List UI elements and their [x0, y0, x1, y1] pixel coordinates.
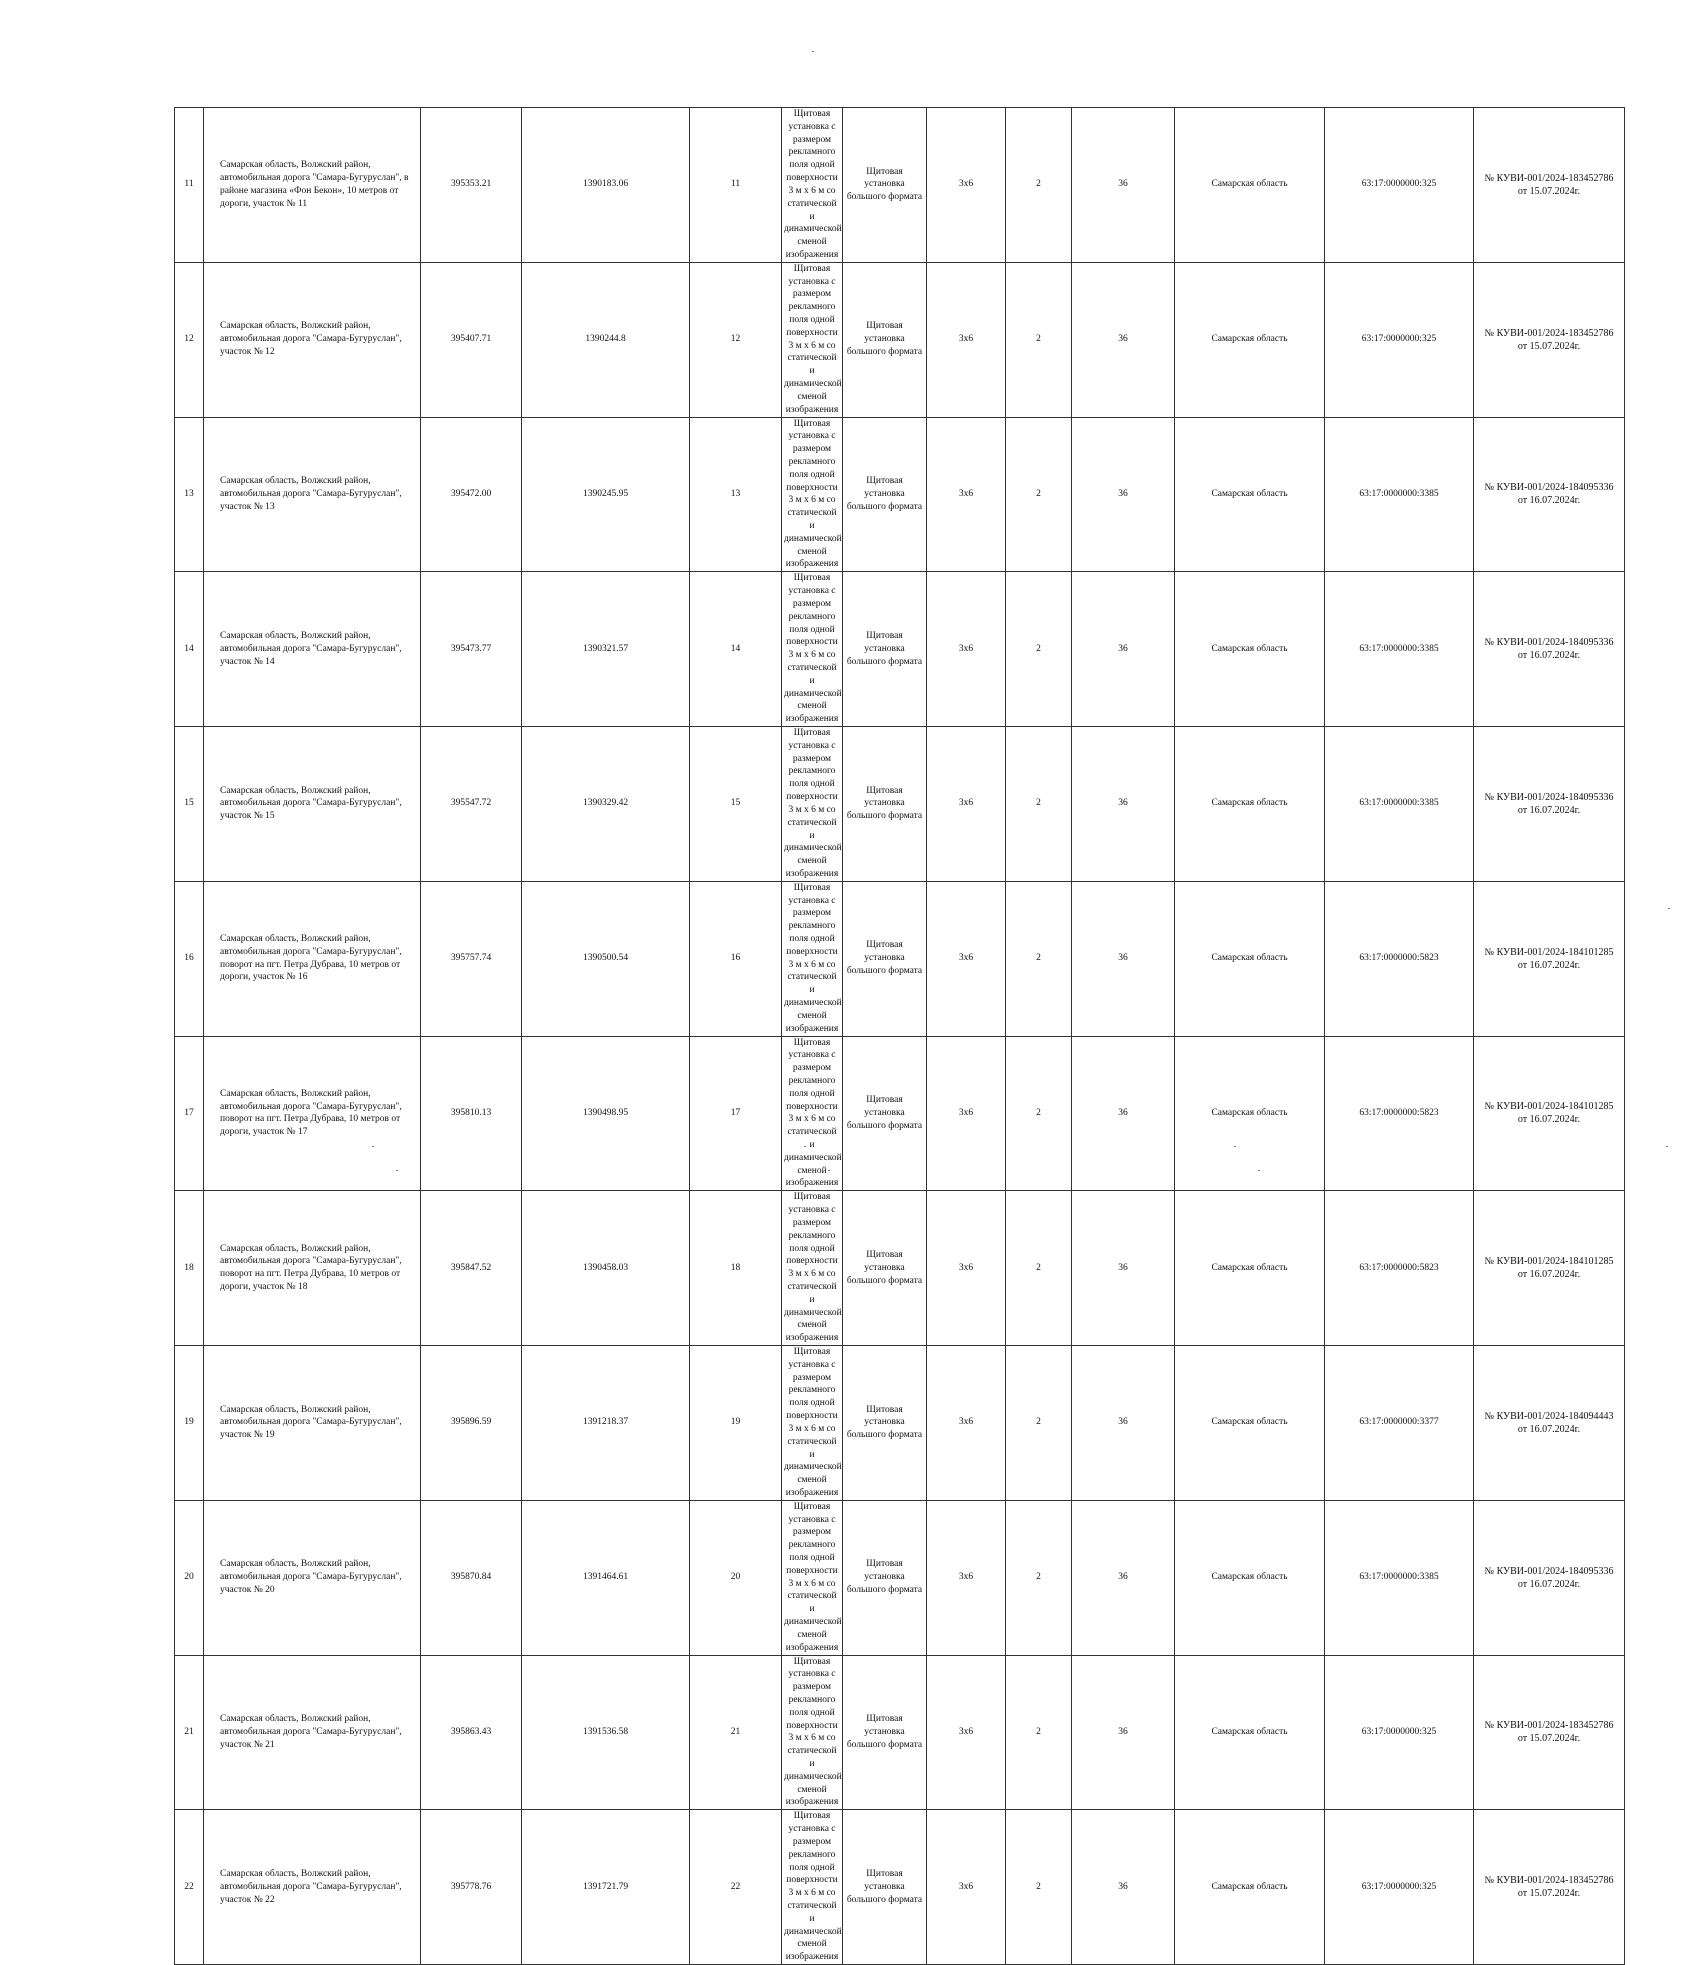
- permit-date: от 15.07.2024г.: [1517, 1733, 1581, 1745]
- area-cell: 36: [1072, 1346, 1175, 1501]
- structure-type-cell: Щитовая установка большого формата: [843, 1191, 927, 1346]
- table-row: [175, 1346, 1625, 1501]
- y-coordinate-cell: 1391536.58: [522, 1655, 690, 1810]
- address-cell: Самарская область, Волжский район, автомобильная дорога "Самара-Бугуруслан", участок № 21: [204, 1655, 421, 1810]
- permit-number: № КУВИ-001/2024-183452786: [1484, 327, 1614, 339]
- permit-cell: [1474, 1500, 1625, 1655]
- advertising-structures-table: [174, 107, 1625, 1965]
- structure-number-cell: 21: [690, 1655, 782, 1810]
- size-cell: 3х6: [927, 1810, 1006, 1965]
- owner-cell: Самарская область: [1175, 1036, 1325, 1191]
- cadastral-number-cell: 63:17:0000000:3385: [1325, 1500, 1474, 1655]
- permit-number: № КУВИ-001/2024-183452786: [1484, 172, 1614, 184]
- y-coordinate-cell: 1390244.8: [522, 262, 690, 417]
- row-number-cell: 16: [175, 881, 204, 1036]
- sides-cell: 2: [1006, 1191, 1072, 1346]
- permit-date: от 16.07.2024г.: [1517, 495, 1581, 507]
- cadastral-number-cell: 63:17:0000000:325: [1325, 108, 1474, 263]
- row-number-cell: 15: [175, 727, 204, 882]
- x-coordinate-cell: 395472.00: [421, 417, 522, 572]
- structure-number-cell: 15: [690, 727, 782, 882]
- structure-number-cell: 11: [690, 108, 782, 263]
- structure-type-cell: Щитовая установка большого формата: [843, 727, 927, 882]
- sides-cell: 2: [1006, 881, 1072, 1036]
- table-body: [175, 108, 1625, 1965]
- x-coordinate-cell: 395847.52: [421, 1191, 522, 1346]
- structure-number-cell: 14: [690, 572, 782, 727]
- sides-cell: 2: [1006, 1036, 1072, 1191]
- y-coordinate-cell: 1391218.37: [522, 1346, 690, 1501]
- address-cell: Самарская область, Волжский район, автомобильная дорога "Самара-Бугуруслан", поворот на пгт. Петра Дубрава, 10 метров от дороги, участок № 18: [204, 1191, 421, 1346]
- permit-number: № КУВИ-001/2024-183452786: [1484, 1720, 1614, 1732]
- structure-type-cell: Щитовая установка большого формата: [843, 572, 927, 727]
- structure-number-cell: 19: [690, 1346, 782, 1501]
- row-number-cell: 21: [175, 1655, 204, 1810]
- address-cell: Самарская область, Волжский район, автомобильная дорога "Самара-Бугуруслан", поворот на пгт. Петра Дубрава, 10 метров от дороги, участок № 17: [204, 1036, 421, 1191]
- table-row: [175, 1500, 1625, 1655]
- table-row: [175, 1655, 1625, 1810]
- cadastral-number-cell: 63:17:0000000:325: [1325, 1655, 1474, 1810]
- cadastral-number-cell: 63:17:0000000:5823: [1325, 1036, 1474, 1191]
- address-cell: Самарская область, Волжский район, автомобильная дорога "Самара-Бугуруслан", участок № 22: [204, 1810, 421, 1965]
- cadastral-number-cell: 63:17:0000000:3385: [1325, 727, 1474, 882]
- address-cell: Самарская область, Волжский район, автомобильная дорога "Самара-Бугуруслан", участок № 14: [204, 572, 421, 727]
- structure-type-cell: Щитовая установка большого формата: [843, 1500, 927, 1655]
- table-row: [175, 108, 1625, 263]
- permit-cell: [1474, 1191, 1625, 1346]
- scan-speck: [1666, 1146, 1668, 1147]
- permit-number: № КУВИ-001/2024-184101285: [1484, 1101, 1614, 1113]
- permit-date: от 16.07.2024г.: [1517, 1269, 1581, 1281]
- permit-number: № КУВИ-001/2024-184094443: [1484, 1410, 1614, 1422]
- area-cell: 36: [1072, 881, 1175, 1036]
- area-cell: 36: [1072, 417, 1175, 572]
- owner-cell: Самарская область: [1175, 727, 1325, 882]
- x-coordinate-cell: 395896.59: [421, 1346, 522, 1501]
- permit-number: № КУВИ-001/2024-184101285: [1484, 946, 1614, 958]
- structure-number-cell: 13: [690, 417, 782, 572]
- structure-type-cell: Щитовая установка большого формата: [843, 1655, 927, 1810]
- description-cell: Щитовая установка с размером рекламного поля одной поверхности 3 м х 6 м со статической и динамической сменой изображения: [782, 417, 843, 572]
- permit-cell: [1474, 1036, 1625, 1191]
- cadastral-number-cell: 63:17:0000000:3385: [1325, 572, 1474, 727]
- x-coordinate-cell: 395870.84: [421, 1500, 522, 1655]
- owner-cell: Самарская область: [1175, 572, 1325, 727]
- permit-cell: [1474, 727, 1625, 882]
- permit-cell: [1474, 108, 1625, 263]
- row-number-cell: 20: [175, 1500, 204, 1655]
- sides-cell: 2: [1006, 262, 1072, 417]
- permit-date: от 16.07.2024г.: [1517, 959, 1581, 971]
- structure-number-cell: 12: [690, 262, 782, 417]
- table-row: [175, 572, 1625, 727]
- description-cell: Щитовая установка с размером рекламного поля одной поверхности 3 м х 6 м со статической и динамической сменой изображения: [782, 1655, 843, 1810]
- owner-cell: Самарская область: [1175, 1346, 1325, 1501]
- size-cell: 3х6: [927, 1500, 1006, 1655]
- row-number-cell: 19: [175, 1346, 204, 1501]
- permit-cell: [1474, 262, 1625, 417]
- area-cell: 36: [1072, 1810, 1175, 1965]
- owner-cell: Самарская область: [1175, 262, 1325, 417]
- address-cell: Самарская область, Волжский район, автомобильная дорога "Самара-Бугуруслан", участок № 13: [204, 417, 421, 572]
- table-row: [175, 727, 1625, 882]
- permit-cell: [1474, 881, 1625, 1036]
- size-cell: 3х6: [927, 262, 1006, 417]
- table-row: [175, 1810, 1625, 1965]
- x-coordinate-cell: 395757.74: [421, 881, 522, 1036]
- size-cell: 3х6: [927, 1036, 1006, 1191]
- description-cell: Щитовая установка с размером рекламного поля одной поверхности 3 м х 6 м со статической и динамической сменой изображения: [782, 1500, 843, 1655]
- description-cell: Щитовая установка с размером рекламного поля одной поверхности 3 м х 6 м со статической и динамической сменой изображения: [782, 108, 843, 263]
- area-cell: 36: [1072, 1500, 1175, 1655]
- sides-cell: 2: [1006, 1346, 1072, 1501]
- cadastral-number-cell: 63:17:0000000:3385: [1325, 417, 1474, 572]
- x-coordinate-cell: 395547.72: [421, 727, 522, 882]
- row-number-cell: 12: [175, 262, 204, 417]
- permit-number: № КУВИ-001/2024-184101285: [1484, 1256, 1614, 1268]
- permit-date: от 16.07.2024г.: [1517, 1578, 1581, 1590]
- address-cell: Самарская область, Волжский район, автомобильная дорога "Самара-Бугуруслан", участок № 12: [204, 262, 421, 417]
- structure-number-cell: 16: [690, 881, 782, 1036]
- y-coordinate-cell: 1390183.06: [522, 108, 690, 263]
- row-number-cell: 18: [175, 1191, 204, 1346]
- structure-number-cell: 20: [690, 1500, 782, 1655]
- structure-type-cell: Щитовая установка большого формата: [843, 1810, 927, 1965]
- table-row: [175, 417, 1625, 572]
- owner-cell: Самарская область: [1175, 417, 1325, 572]
- scan-speck: [1668, 908, 1670, 909]
- cadastral-number-cell: 63:17:0000000:325: [1325, 1810, 1474, 1965]
- address-cell: Самарская область, Волжский район, автомобильная дорога "Самара-Бугуруслан", поворот на пгт. Петра Дубрава, 10 метров от дороги, участок № 16: [204, 881, 421, 1036]
- table-row: [175, 1191, 1625, 1346]
- x-coordinate-cell: 395778.76: [421, 1810, 522, 1965]
- structure-number-cell: 18: [690, 1191, 782, 1346]
- y-coordinate-cell: 1390321.57: [522, 572, 690, 727]
- structure-type-cell: Щитовая установка большого формата: [843, 108, 927, 263]
- sides-cell: 2: [1006, 1810, 1072, 1965]
- structure-type-cell: Щитовая установка большого формата: [843, 1346, 927, 1501]
- size-cell: 3х6: [927, 881, 1006, 1036]
- area-cell: 36: [1072, 1036, 1175, 1191]
- area-cell: 36: [1072, 727, 1175, 882]
- permit-number: № КУВИ-001/2024-184095336: [1484, 637, 1614, 649]
- size-cell: 3х6: [927, 1346, 1006, 1501]
- permit-date: от 16.07.2024г.: [1517, 1114, 1581, 1126]
- permit-number: № КУВИ-001/2024-184095336: [1484, 1565, 1614, 1577]
- row-number-cell: 22: [175, 1810, 204, 1965]
- size-cell: 3х6: [927, 1191, 1006, 1346]
- y-coordinate-cell: 1390500.54: [522, 881, 690, 1036]
- size-cell: 3х6: [927, 572, 1006, 727]
- owner-cell: Самарская область: [1175, 1500, 1325, 1655]
- x-coordinate-cell: 395863.43: [421, 1655, 522, 1810]
- owner-cell: Самарская область: [1175, 108, 1325, 263]
- permit-number: № КУВИ-001/2024-184095336: [1484, 791, 1614, 803]
- scan-speck: [812, 51, 814, 52]
- size-cell: 3х6: [927, 727, 1006, 882]
- permit-date: от 15.07.2024г.: [1517, 185, 1581, 197]
- owner-cell: Самарская область: [1175, 1810, 1325, 1965]
- permit-number: № КУВИ-001/2024-183452786: [1484, 1875, 1614, 1887]
- description-cell: Щитовая установка с размером рекламного поля одной поверхности 3 м х 6 м со статической и динамической сменой изображения: [782, 572, 843, 727]
- description-cell: Щитовая установка с размером рекламного поля одной поверхности 3 м х 6 м со статической и динамической сменой изображения: [782, 1346, 843, 1501]
- structure-type-cell: Щитовая установка большого формата: [843, 881, 927, 1036]
- description-cell: Щитовая установка с размером рекламного поля одной поверхности 3 м х 6 м со статической и динамической сменой изображения: [782, 262, 843, 417]
- description-cell: Щитовая установка с размером рекламного поля одной поверхности 3 м х 6 м со статической и динамической сменой изображения: [782, 1036, 843, 1191]
- row-number-cell: 11: [175, 108, 204, 263]
- cadastral-number-cell: 63:17:0000000:3377: [1325, 1346, 1474, 1501]
- y-coordinate-cell: 1391464.61: [522, 1500, 690, 1655]
- address-cell: Самарская область, Волжский район, автомобильная дорога "Самара-Бугуруслан", участок № 20: [204, 1500, 421, 1655]
- permit-cell: [1474, 417, 1625, 572]
- permit-cell: [1474, 1810, 1625, 1965]
- address-cell: Самарская область, Волжский район, автомобильная дорога "Самара-Бугуруслан", участок № 19: [204, 1346, 421, 1501]
- description-cell: Щитовая установка с размером рекламного поля одной поверхности 3 м х 6 м со статической и динамической сменой изображения: [782, 1191, 843, 1346]
- sides-cell: 2: [1006, 727, 1072, 882]
- row-number-cell: 17: [175, 1036, 204, 1191]
- x-coordinate-cell: 395407.71: [421, 262, 522, 417]
- structure-number-cell: 22: [690, 1810, 782, 1965]
- y-coordinate-cell: 1391721.79: [522, 1810, 690, 1965]
- y-coordinate-cell: 1390245.95: [522, 417, 690, 572]
- size-cell: 3х6: [927, 417, 1006, 572]
- cadastral-number-cell: 63:17:0000000:325: [1325, 262, 1474, 417]
- address-cell: Самарская область, Волжский район, автомобильная дорога "Самара-Бугуруслан", участок № 15: [204, 727, 421, 882]
- structure-number-cell: 17: [690, 1036, 782, 1191]
- owner-cell: Самарская область: [1175, 881, 1325, 1036]
- area-cell: 36: [1072, 108, 1175, 263]
- cadastral-number-cell: 63:17:0000000:5823: [1325, 1191, 1474, 1346]
- owner-cell: Самарская область: [1175, 1191, 1325, 1346]
- permit-date: от 16.07.2024г.: [1517, 650, 1581, 662]
- sides-cell: 2: [1006, 1655, 1072, 1810]
- sides-cell: 2: [1006, 417, 1072, 572]
- permit-number: № КУВИ-001/2024-184095336: [1484, 482, 1614, 494]
- owner-cell: Самарская область: [1175, 1655, 1325, 1810]
- table-row: [175, 262, 1625, 417]
- permit-date: от 15.07.2024г.: [1517, 340, 1581, 352]
- row-number-cell: 14: [175, 572, 204, 727]
- table-row: [175, 881, 1625, 1036]
- sides-cell: 2: [1006, 108, 1072, 263]
- sides-cell: 2: [1006, 572, 1072, 727]
- area-cell: 36: [1072, 262, 1175, 417]
- description-cell: Щитовая установка с размером рекламного поля одной поверхности 3 м х 6 м со статической и динамической сменой изображения: [782, 1810, 843, 1965]
- area-cell: 36: [1072, 1191, 1175, 1346]
- row-number-cell: 13: [175, 417, 204, 572]
- description-cell: Щитовая установка с размером рекламного поля одной поверхности 3 м х 6 м со статической и динамической сменой изображения: [782, 881, 843, 1036]
- cadastral-number-cell: 63:17:0000000:5823: [1325, 881, 1474, 1036]
- area-cell: 36: [1072, 572, 1175, 727]
- structure-type-cell: Щитовая установка большого формата: [843, 1036, 927, 1191]
- permit-date: от 16.07.2024г.: [1517, 1423, 1581, 1435]
- permit-date: от 15.07.2024г.: [1517, 1888, 1581, 1900]
- structure-type-cell: Щитовая установка большого формата: [843, 262, 927, 417]
- permit-date: от 16.07.2024г.: [1517, 804, 1581, 816]
- structure-type-cell: Щитовая установка большого формата: [843, 417, 927, 572]
- y-coordinate-cell: 1390329.42: [522, 727, 690, 882]
- permit-cell: [1474, 1346, 1625, 1501]
- address-cell: Самарская область, Волжский район, автомобильная дорога "Самара-Бугуруслан", в районе магазина «Фон Бекон», 10 метров от дороги, участок № 11: [204, 108, 421, 263]
- description-cell: Щитовая установка с размером рекламного поля одной поверхности 3 м х 6 м со статической и динамической сменой изображения: [782, 727, 843, 882]
- x-coordinate-cell: 395353.21: [421, 108, 522, 263]
- sides-cell: 2: [1006, 1500, 1072, 1655]
- x-coordinate-cell: 395473.77: [421, 572, 522, 727]
- size-cell: 3х6: [927, 108, 1006, 263]
- y-coordinate-cell: 1390498.95: [522, 1036, 690, 1191]
- x-coordinate-cell: 395810.13: [421, 1036, 522, 1191]
- size-cell: 3х6: [927, 1655, 1006, 1810]
- permit-cell: [1474, 572, 1625, 727]
- permit-cell: [1474, 1655, 1625, 1810]
- y-coordinate-cell: 1390458.03: [522, 1191, 690, 1346]
- table-row: [175, 1036, 1625, 1191]
- area-cell: 36: [1072, 1655, 1175, 1810]
